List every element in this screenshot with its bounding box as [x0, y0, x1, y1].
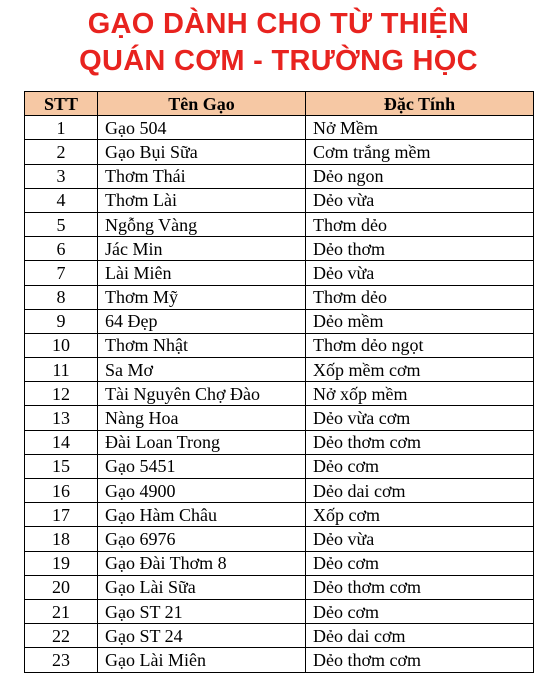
rice-characteristic: Dẻo thơm cơm: [306, 575, 534, 599]
rice-characteristic: Dẻo vừa: [306, 261, 534, 285]
rice-name: Gạo Bụi Sữa: [98, 140, 306, 164]
rice-name: 64 Đẹp: [98, 309, 306, 333]
row-number: 16: [25, 479, 98, 503]
rice-characteristic: Thơm dẻo: [306, 212, 534, 236]
row-number: 15: [25, 454, 98, 478]
rice-characteristic: Dẻo thơm: [306, 237, 534, 261]
rice-characteristic: Thơm dẻo ngọt: [306, 333, 534, 357]
table-row: [25, 164, 534, 188]
rice-name: Thơm Mỹ: [98, 285, 306, 309]
table-row: [25, 551, 534, 575]
rice-name: Gạo ST 24: [98, 624, 306, 648]
row-number: 8: [25, 285, 98, 309]
row-number: 9: [25, 309, 98, 333]
rice-name: Gạo ST 21: [98, 599, 306, 623]
rice-characteristic: Dẻo vừa: [306, 527, 534, 551]
table-row: [25, 188, 534, 212]
rice-characteristic: Dẻo cơm: [306, 599, 534, 623]
table-row: [25, 527, 534, 551]
table-row: [25, 237, 534, 261]
row-number: 11: [25, 358, 98, 382]
rice-name: Gạo 6976: [98, 527, 306, 551]
rice-characteristic: Nở xốp mềm: [306, 382, 534, 406]
rice-characteristic: Dẻo mềm: [306, 309, 534, 333]
table-row: [25, 454, 534, 478]
rice-characteristic: Dẻo cơm: [306, 454, 534, 478]
row-number: 14: [25, 430, 98, 454]
row-number: 4: [25, 188, 98, 212]
table-row: [25, 140, 534, 164]
rice-name: Gạo 5451: [98, 454, 306, 478]
row-number: 12: [25, 382, 98, 406]
rice-name: Đài Loan Trong: [98, 430, 306, 454]
title-line-1: GẠO DÀNH CHO TỪ THIỆN: [87, 8, 470, 40]
rice-characteristic: Dẻo cơm: [306, 551, 534, 575]
row-number: 5: [25, 212, 98, 236]
rice-name: Thơm Lài: [98, 188, 306, 212]
rice-characteristic: Dẻo ngon: [306, 164, 534, 188]
header-characteristic: Đặc Tính: [306, 92, 534, 116]
rice-characteristic: Dẻo dai cơm: [306, 479, 534, 503]
rice-characteristic: Dẻo vừa: [306, 188, 534, 212]
rice-name: Nàng Hoa: [98, 406, 306, 430]
rice-name: Jác Min: [98, 237, 306, 261]
rice-characteristic: Xốp mềm cơm: [306, 358, 534, 382]
table-row: [25, 406, 534, 430]
row-number: 18: [25, 527, 98, 551]
table-row: [25, 648, 534, 672]
row-number: 1: [25, 116, 98, 140]
row-number: 2: [25, 140, 98, 164]
table-row: [25, 116, 534, 140]
table-row: [25, 624, 534, 648]
table-row: [25, 503, 534, 527]
rice-characteristic: Nở Mềm: [306, 116, 534, 140]
row-number: 22: [25, 624, 98, 648]
table-row: [25, 285, 534, 309]
table-body: [25, 116, 534, 672]
row-number: 3: [25, 164, 98, 188]
rice-name: Gạo 4900: [98, 479, 306, 503]
rice-name: Tài Nguyên Chợ Đào: [98, 382, 306, 406]
table-row: [25, 382, 534, 406]
rice-characteristic: Dẻo thơm cơm: [306, 430, 534, 454]
table-header: [25, 92, 534, 116]
table-row: [25, 212, 534, 236]
row-number: 20: [25, 575, 98, 599]
rice-characteristic: Dẻo thơm cơm: [306, 648, 534, 672]
rice-characteristic: Xốp cơm: [306, 503, 534, 527]
table-row: [25, 479, 534, 503]
row-number: 6: [25, 237, 98, 261]
table-row: [25, 599, 534, 623]
rice-characteristic: Cơm trắng mềm: [306, 140, 534, 164]
header-rice-name: Tên Gạo: [98, 92, 306, 116]
rice-name: Ngỗng Vàng: [98, 212, 306, 236]
rice-name: Gạo 504: [98, 116, 306, 140]
rice-table: [24, 91, 534, 673]
rice-characteristic: Dẻo vừa cơm: [306, 406, 534, 430]
title-line-2: QUÁN CƠM - TRƯỜNG HỌC: [79, 45, 478, 77]
rice-name: Gạo Hàm Châu: [98, 503, 306, 527]
rice-name: Gạo Lài Miên: [98, 648, 306, 672]
row-number: 21: [25, 599, 98, 623]
table-row: [25, 261, 534, 285]
row-number: 17: [25, 503, 98, 527]
rice-name: Gạo Lài Sữa: [98, 575, 306, 599]
row-number: 10: [25, 333, 98, 357]
rice-name: Sa Mơ: [98, 358, 306, 382]
table-row: [25, 358, 534, 382]
rice-characteristic: Dẻo dai cơm: [306, 624, 534, 648]
rice-name: Thơm Thái: [98, 164, 306, 188]
rice-characteristic: Thơm dẻo: [306, 285, 534, 309]
rice-name: Gạo Đài Thơm 8: [98, 551, 306, 575]
table-row: [25, 309, 534, 333]
row-number: 23: [25, 648, 98, 672]
table-row: [25, 575, 534, 599]
table-row: [25, 333, 534, 357]
row-number: 13: [25, 406, 98, 430]
table-row: [25, 430, 534, 454]
rice-name: Thơm Nhật: [98, 333, 306, 357]
header-row: [25, 92, 534, 116]
row-number: 7: [25, 261, 98, 285]
row-number: 19: [25, 551, 98, 575]
header-stt: STT: [25, 92, 98, 116]
rice-name: Lài Miên: [98, 261, 306, 285]
